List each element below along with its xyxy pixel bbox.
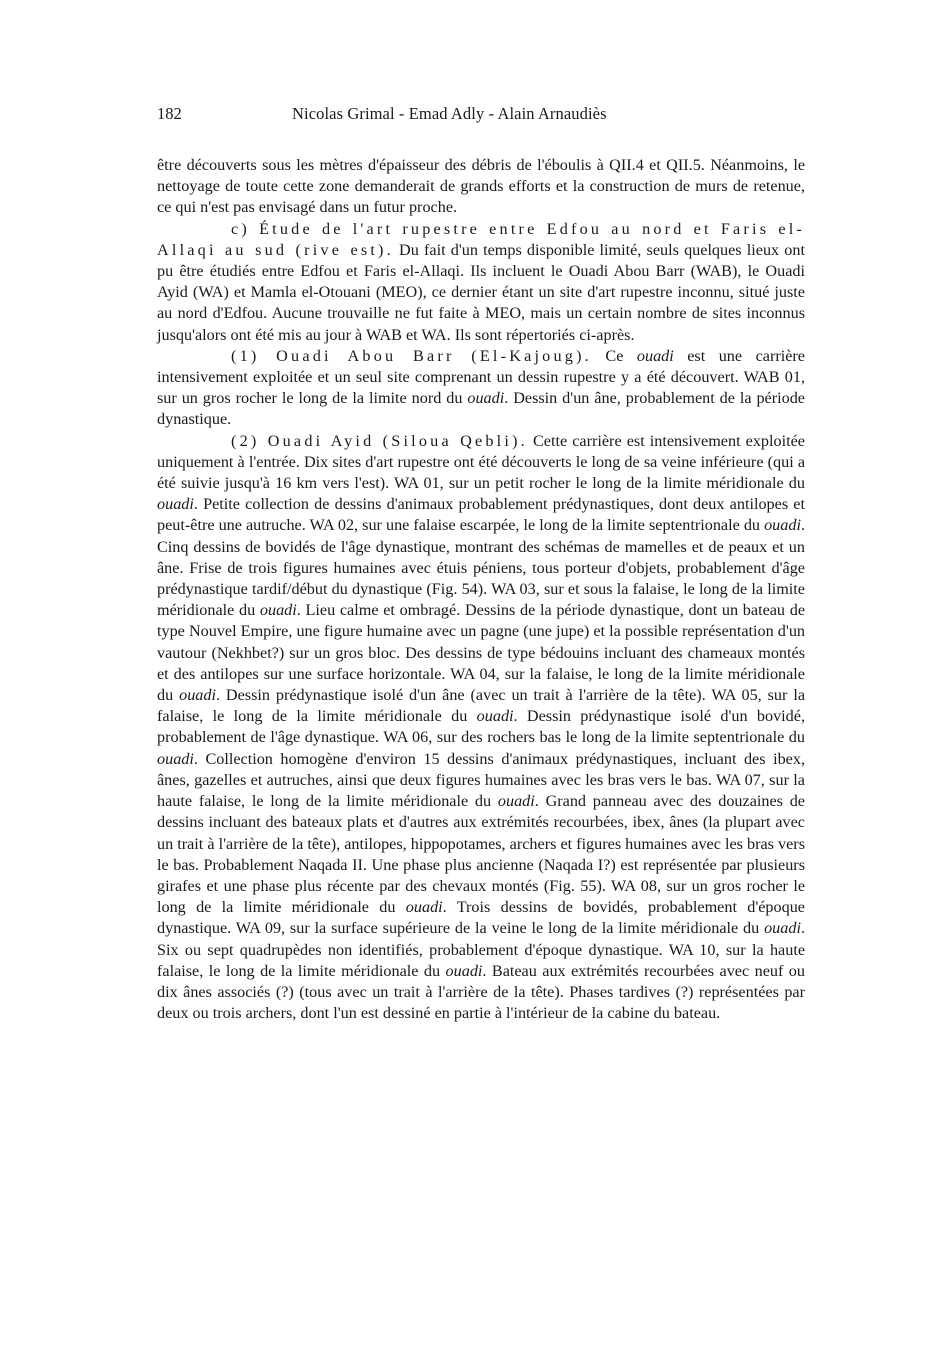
- paragraph-text: . Petite collection de dessins d'animaux probablement prédynastiques, dont deux antilopes et peut-être une autruche. WA 02, sur une falaise escarpée, le long de la limite septentrionale du: [157, 495, 805, 535]
- italic-term: ouadi: [764, 516, 801, 535]
- italic-term: ouadi: [476, 707, 514, 726]
- paragraph-ouadi-abou-barr: [157, 346, 805, 431]
- paragraph-text: . Six ou sept quadrupèdes non identifiés, probablement d'époque dynastique. WA 10, sur la haute falaise, le long de la limite méridionale du: [157, 919, 805, 980]
- paragraph-text: . Dessin prédynastique isolé d'un âne (avec un trait à l'arrière de la tête). WA 05, sur la falaise, le long de la limite méridionale du: [157, 686, 805, 726]
- italic-term: ouadi: [764, 919, 801, 938]
- paragraph-section-c: [157, 219, 805, 346]
- italic-term: ouadi: [405, 898, 443, 917]
- page-number: 182: [157, 104, 182, 123]
- italic-term: ouadi: [497, 792, 535, 811]
- paragraph-text: . Bateau aux extrémités recourbées avec neuf ou dix ânes associés (?) (tous avec un trait à l'arrière de la tête). Phases tardives (?) représentées par deux ou trois archers, dont l'un est dessiné en partie à l'intérieur de la cabine du bateau.: [157, 961, 805, 1023]
- paragraph-text: . Grand panneau avec des douzaines de dessins incluant des bateaux plats et d'autres aux extrémités recourbées, ibex, ânes (la plupart avec un trait à l'arrière de la tête), antilopes, hippopotames, archers et figures humaines avec les bras vers le bas. Probablement Naqada II. Une phase plus ancienne (Naqada I?) est représentée par plusieurs girafes et une phase plus récente par des chevaux montés (Fig. 55). WA 08, sur un gros rocher le long de la limite méridionale du: [157, 792, 805, 917]
- paragraph-ouadi-ayid: [157, 431, 805, 1025]
- paragraph-text: . Dessin d'un âne, probablement de la période dynastique.: [157, 389, 805, 429]
- italic-term: ouadi: [157, 749, 194, 768]
- paragraph-text: . Lieu calme et ombragé. Dessins de la période dynastique, dont un bateau de type Nouvel Empire, une figure humaine avec un pagne (une jupe) et la possible représentation d'un vautour (Nekhbet?) sur un gros bloc. Des dessins de type bédouins incluant des chameaux montés et des antilopes sur une surface horizontale. WA 04, sur la falaise, le long de la limite méridionale du: [157, 601, 806, 705]
- paragraph-text: . Dessin prédynastique isolé d'un bovidé, probablement de l'âge dynastique. WA 06, sur des rochers bas le long de la limite septentrionale du: [157, 707, 805, 747]
- italic-term: ouadi: [445, 961, 483, 980]
- paragraph-text: . Trois dessins de bovidés, probablement d'époque dynastique. WA 09, sur la surface supérieure de la veine le long de la limite méridionale du: [157, 898, 805, 938]
- paragraph-continuation: être découverts sous les mètres d'épaisseur des débris de l'éboulis à QII.4 et QII.5. Néanmoins, le nettoyage de toute cette zone demanderait de grands efforts et la construction de murs de retenue, ce qui n'est pas envisagé dans un futur proche.: [157, 156, 805, 217]
- running-head: Nicolas Grimal - Emad Adly - Alain Arnaudiès: [292, 104, 607, 123]
- italic-term: ouadi: [259, 601, 297, 620]
- paragraph-text: . Cinq dessins de bovidés de l'âge dynastique, montrant des schémas de mamelles et de peaux et un âne. Frise de trois figures humaines avec étuis péniens, tous porteur d'objets, probablement d'âge prédynastique tardif/début du dynastique (Fig. 54). WA 03, sur et sous la falaise, le long de la limite méridionale du: [157, 516, 805, 620]
- section-heading: c) Étude de l'art rupestre entre Edfou au nord et Faris el-Allaqi au sud (rive est).: [157, 219, 805, 259]
- subsection-heading: (2) Ouadi Ayid (Siloua Qebli).: [231, 431, 528, 450]
- body-text: [157, 155, 805, 1024]
- paragraph-text: Cette carrière est intensivement exploitée uniquement à l'entrée. Dix sites d'art rupestre ont été découverts le long de sa veine inférieure (qui a été suivie jusqu'à 16 km vers l'est). WA 01, sur un petit rocher le long de la limite méridionale du: [157, 431, 805, 493]
- paragraph-text: Du fait d'un temps disponible limité, seuls quelques lieux ont pu être étudiés entre Edfou et Faris el-Allaqi. Ils incluent le Ouadi Abou Barr (WAB), le Ouadi Ayid (WA) et Mamla el-Otouani (MEO), ce dernier étant un site d'art rupestre inconnu, situé juste au nord d'Edfou. Aucune trouvaille ne fut faite à MEO, mais un certain nombre de sites inconnus jusqu'alors ont été mis au jour à WAB et WA. Ils sont répertoriés ci-après.: [157, 240, 805, 344]
- italic-term: ouadi: [467, 389, 505, 408]
- page-header: [157, 104, 807, 128]
- paragraph-text: Ce: [591, 346, 637, 365]
- italic-term: ouadi: [179, 686, 216, 705]
- subsection-heading: (1) Ouadi Abou Barr (El-Kajoug).: [231, 346, 592, 365]
- italic-term: ouadi: [157, 495, 194, 514]
- italic-term: ouadi: [636, 346, 674, 365]
- paragraph-text: . Collection homogène d'environ 15 dessins d'animaux prédynastiques, incluant des ibex, ânes, gazelles et autruches, ainsi que deux figures humaines avec les bras vers le bas. WA 07, sur la haute falaise, le long de la limite méridionale du: [157, 749, 805, 811]
- paragraph-text: est une carrière intensivement exploitée et un seul site comprenant un dessin rupestre y a été découvert. WAB 01, sur un gros rocher le long de la limite nord du: [157, 346, 805, 408]
